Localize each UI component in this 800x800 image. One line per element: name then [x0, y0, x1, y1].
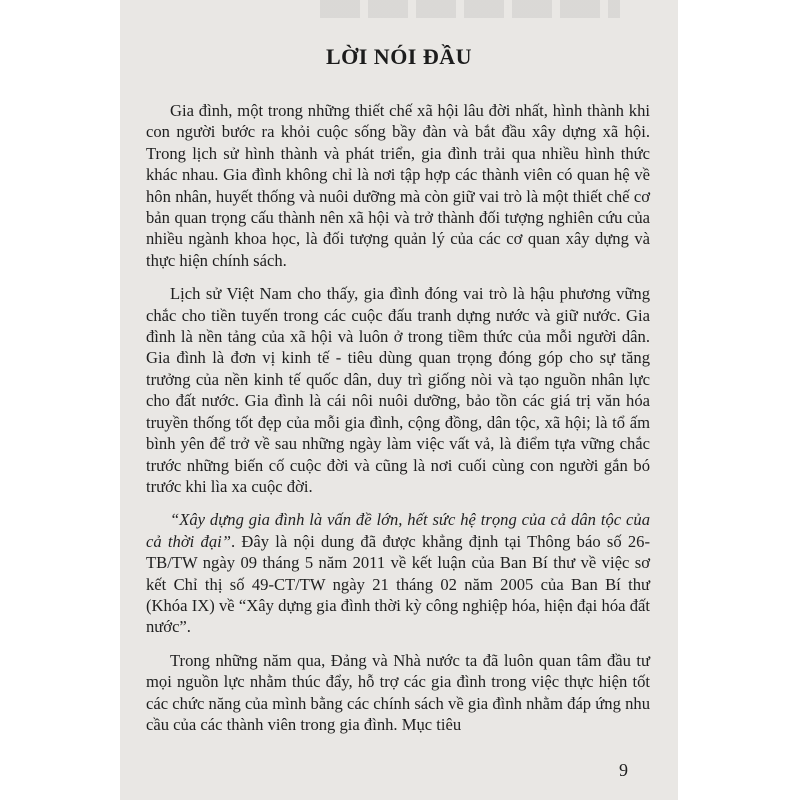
- paragraph-3-text: . Đây là nội dung đã được khẳng định tại Thông báo số 26-TB/TW ngày 09 tháng 5 năm 2011 về kết luận của Ban Bí thư về việc sơ kết Chỉ thị số 49-CT/TW ngày 21 tháng 02 năm 2005 của Ban Bí thư (Khóa IX) về “Xây dựng gia đình thời kỳ công nghiệp hóa, hiện đại hóa đất nước”.: [146, 531, 651, 637]
- paragraph-2: Lịch sử Việt Nam cho thấy, gia đình đóng vai trò là hậu phương vững chắc cho tiền tuyến trong các cuộc đấu tranh dựng nước và giữ nước. Gia đình là nền tảng của xã hội và luôn ở trong tiềm thức của mỗi người dân. Gia đình là đơn vị kinh tế - tiêu dùng quan trọng đóng góp cho sự tăng trưởng của nền kinh tế quốc dân, duy trì giống nòi và tạo nguồn nhân lực cho đất nước. Gia đình là cái nôi nuôi dưỡng, bảo tồn các giá trị văn hóa truyền thống tốt đẹp của mỗi gia đình, cộng đồng, dân tộc, xã hội; là tổ ấm bình yên để trở về sau những ngày làm việc vất vả, là điểm tựa vững chắc trước những biến cố cuộc đời và cũng là nơi cuối cùng con người gắn bó trước khi lìa xa cuộc đời.: [146, 284, 650, 496]
- book-page: [120, 0, 678, 800]
- paragraph-4: Trong những năm qua, Đảng và Nhà nước ta đã luôn quan tâm đầu tư mọi nguồn lực nhằm thúc đẩy, hỗ trợ các gia đình trong việc thực hiện tốt các chức năng của mình bằng các chính sách về gia đình nhằm đáp ứng nhu cầu của các thành viên trong gia đình. Mục tiêu: [146, 650, 650, 734]
- page-number: 9: [619, 760, 628, 780]
- paragraph-3: [146, 509, 650, 637]
- bleed-through-text: [320, 0, 620, 18]
- paragraph-3-quote: “Xây dựng gia đình là vấn đề lớn, hết sức hệ trọng của cả dân tộc của cả thời đại”: [146, 510, 650, 551]
- page-title: LỜI NÓI ĐẦU: [325, 44, 473, 69]
- paragraph-1: Gia đình, một trong những thiết chế xã hội lâu đời nhất, hình thành khi con người bước ra khỏi cuộc sống bầy đàn và bắt đầu xây dựng xã hội. Trong lịch sử hình thành và phát triển, gia đình trải qua nhiều hình thức khác nhau. Gia đình không chỉ là nơi tập hợp các thành viên có quan hệ về hôn nhân, huyết thống và nuôi dưỡng mà còn giữ vai trò là một thiết chế cơ bản quan trọng cấu thành nên xã hội và trở thành đối tượng nghiên cứu của nhiều ngành khoa học, là đối tượng quản lý của các cơ quan xây dựng và thực hiện chính sách.: [146, 101, 650, 270]
- body-text: [146, 100, 650, 747]
